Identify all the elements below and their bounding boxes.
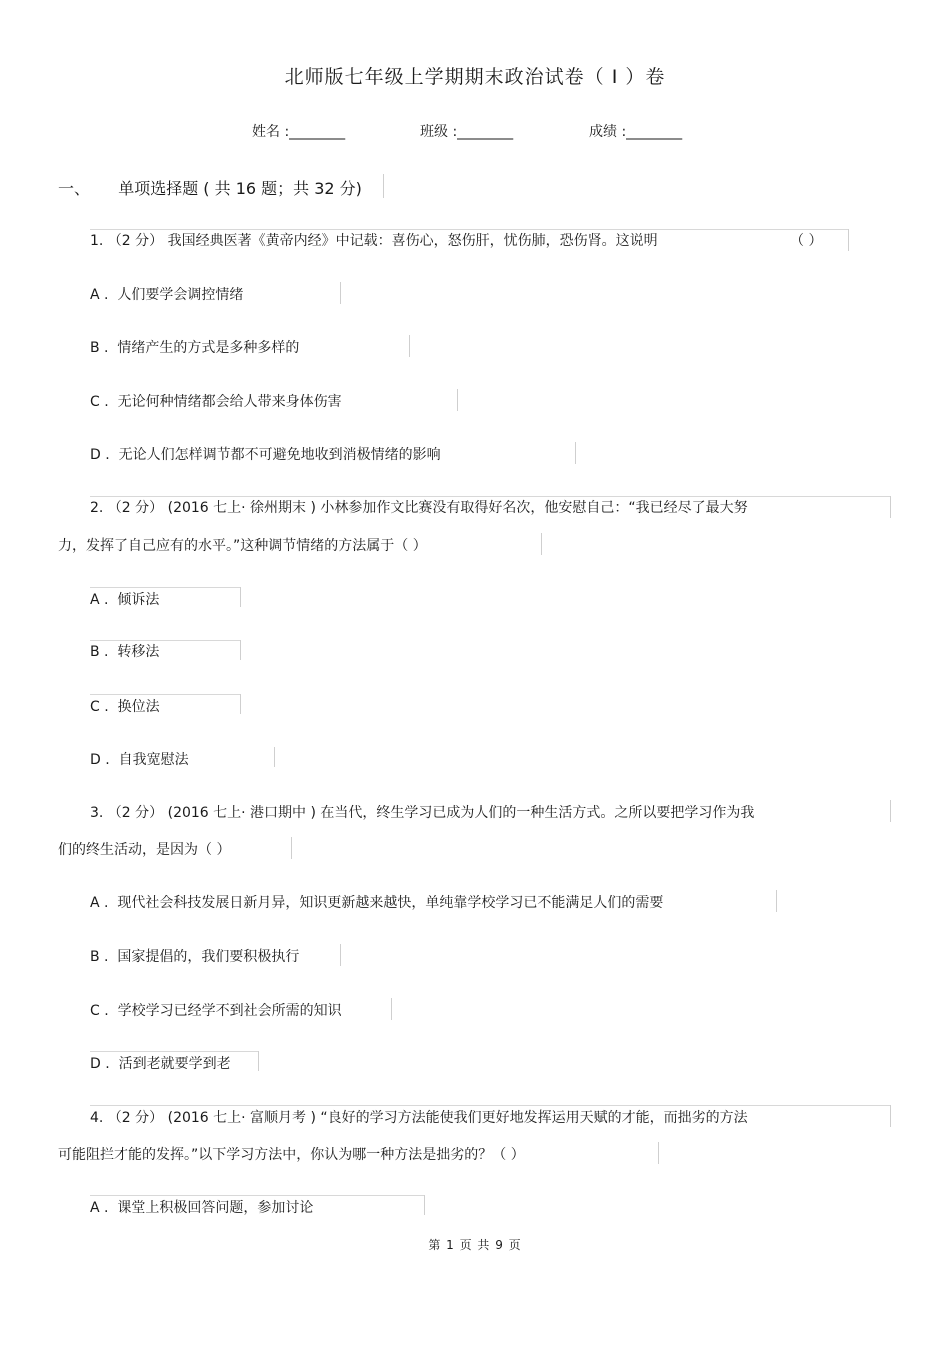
question-2-rule	[90, 496, 890, 497]
question-2-option-c[interactable]	[90, 696, 160, 716]
section-number: 一、	[58, 179, 91, 198]
question-4-stem-line1: 4. （2 分） (2016 七上· 富顺月考 ) “良好的学习方法能使我们更好地发挥运用天赋的才能，而拙劣的方法	[90, 1110, 748, 1126]
option-letter: C .	[90, 699, 109, 715]
option-letter: B .	[90, 949, 109, 965]
option-divider	[340, 282, 341, 304]
option-letter: C .	[90, 394, 109, 410]
option-divider	[391, 998, 392, 1020]
question-2-stem-line2: 力，发挥了自己应有的水平。”这种调节情绪的方法属于（ ）	[58, 538, 427, 554]
option-text: 人们要学会调控情绪	[117, 287, 244, 303]
option-divider	[240, 587, 241, 607]
option-divider	[424, 1195, 425, 1215]
option-divider	[274, 747, 275, 767]
page-footer: 第 1 页 共 9 页	[428, 1238, 522, 1252]
question-1-stem: 1. （2 分） 我国经典医著《黄帝内经》中记载：喜伤心，怒伤肝，忧伤肺，恐伤肾。这说明	[90, 233, 658, 249]
option-rule	[90, 1051, 258, 1052]
question-1-option-d[interactable]	[90, 444, 441, 464]
class-field: 班级 :________	[420, 124, 514, 140]
question-2-option-b[interactable]	[90, 641, 159, 661]
question-3-divider	[291, 837, 292, 859]
exam-title: 北师版七年级上学期期末政治试卷（ I ）卷	[284, 66, 666, 88]
question-3-stem-line1: 3. （2 分） (2016 七上· 港口期中 ) 在当代，终生学习已成为人们的一种生活方式。之所以要把学习作为我	[90, 805, 755, 821]
option-divider	[340, 944, 341, 966]
option-rule	[90, 640, 240, 641]
section-divider	[383, 174, 384, 198]
question-2-option-d[interactable]	[90, 749, 189, 769]
option-letter: B .	[90, 644, 109, 660]
question-3-stem-line2: 们的终生活动，是因为（ ）	[58, 842, 231, 858]
question-4-divider	[890, 1105, 891, 1127]
question-3-option-d[interactable]	[90, 1053, 231, 1073]
option-rule	[90, 1195, 424, 1196]
option-letter: B .	[90, 340, 109, 356]
option-text: 倾诉法	[117, 592, 160, 608]
question-3-option-a[interactable]	[90, 892, 663, 912]
question-2-stem-line1: 2. （2 分） (2016 七上· 徐州期末 ) 小林参加作文比赛没有取得好名次，他安慰自己：“我已经尽了最大努	[90, 500, 748, 516]
question-4-rule	[90, 1105, 890, 1106]
option-letter: A .	[90, 895, 109, 911]
question-1-option-c[interactable]	[90, 391, 342, 411]
option-text: 换位法	[117, 699, 160, 715]
name-field: 姓名 :________	[252, 124, 346, 140]
option-text: 学校学习已经学不到社会所需的知识	[117, 1003, 342, 1019]
option-letter: A .	[90, 287, 109, 303]
option-letter: D .	[90, 447, 110, 463]
option-text: 自我宽慰法	[118, 752, 189, 768]
question-4-stem-line2: 可能阻拦才能的发挥。”以下学习方法中，你认为哪一种方法是拙劣的？（ ）	[58, 1147, 525, 1163]
question-3-option-b[interactable]	[90, 946, 299, 966]
option-divider	[776, 890, 777, 912]
option-divider	[240, 640, 241, 660]
question-4-divider	[658, 1142, 659, 1164]
option-text: 活到老就要学到老	[118, 1056, 231, 1072]
option-text: 无论何种情绪都会给人带来身体伤害	[117, 394, 342, 410]
option-rule	[90, 694, 240, 695]
question-2-option-a[interactable]	[90, 589, 159, 609]
option-divider	[575, 442, 576, 464]
section-heading	[58, 176, 362, 199]
option-letter: D .	[90, 1056, 110, 1072]
question-2-divider	[890, 496, 891, 518]
question-3-option-c[interactable]	[90, 1000, 342, 1020]
option-letter: A .	[90, 1200, 109, 1216]
option-divider	[409, 335, 410, 357]
question-1-option-a[interactable]	[90, 284, 243, 304]
option-letter: D .	[90, 752, 110, 768]
option-text: 情绪产生的方式是多种多样的	[117, 340, 300, 356]
question-1-rule	[90, 229, 848, 230]
score-field: 成绩 :________	[589, 124, 683, 140]
option-letter: A .	[90, 592, 109, 608]
question-1-divider	[848, 229, 849, 251]
option-text: 转移法	[117, 644, 160, 660]
question-2-divider	[541, 533, 542, 555]
question-3-divider	[890, 800, 891, 822]
section-title: 单项选择题 ( 共 16 题；共 32 分)	[118, 179, 362, 198]
question-1-paren: （ ）	[790, 233, 823, 249]
option-text: 无论人们怎样调节都不可避免地收到消极情绪的影响	[118, 447, 441, 463]
option-divider	[457, 389, 458, 411]
option-rule	[90, 587, 240, 588]
option-text: 课堂上积极回答问题，参加讨论	[117, 1200, 314, 1216]
option-divider	[258, 1051, 259, 1071]
option-text: 现代社会科技发展日新月异，知识更新越来越快，单纯靠学校学习已不能满足人们的需要	[117, 895, 664, 911]
option-text: 国家提倡的，我们要积极执行	[117, 949, 300, 965]
option-letter: C .	[90, 1003, 109, 1019]
question-1-option-b[interactable]	[90, 337, 299, 357]
option-divider	[240, 694, 241, 714]
question-4-option-a[interactable]	[90, 1197, 313, 1217]
